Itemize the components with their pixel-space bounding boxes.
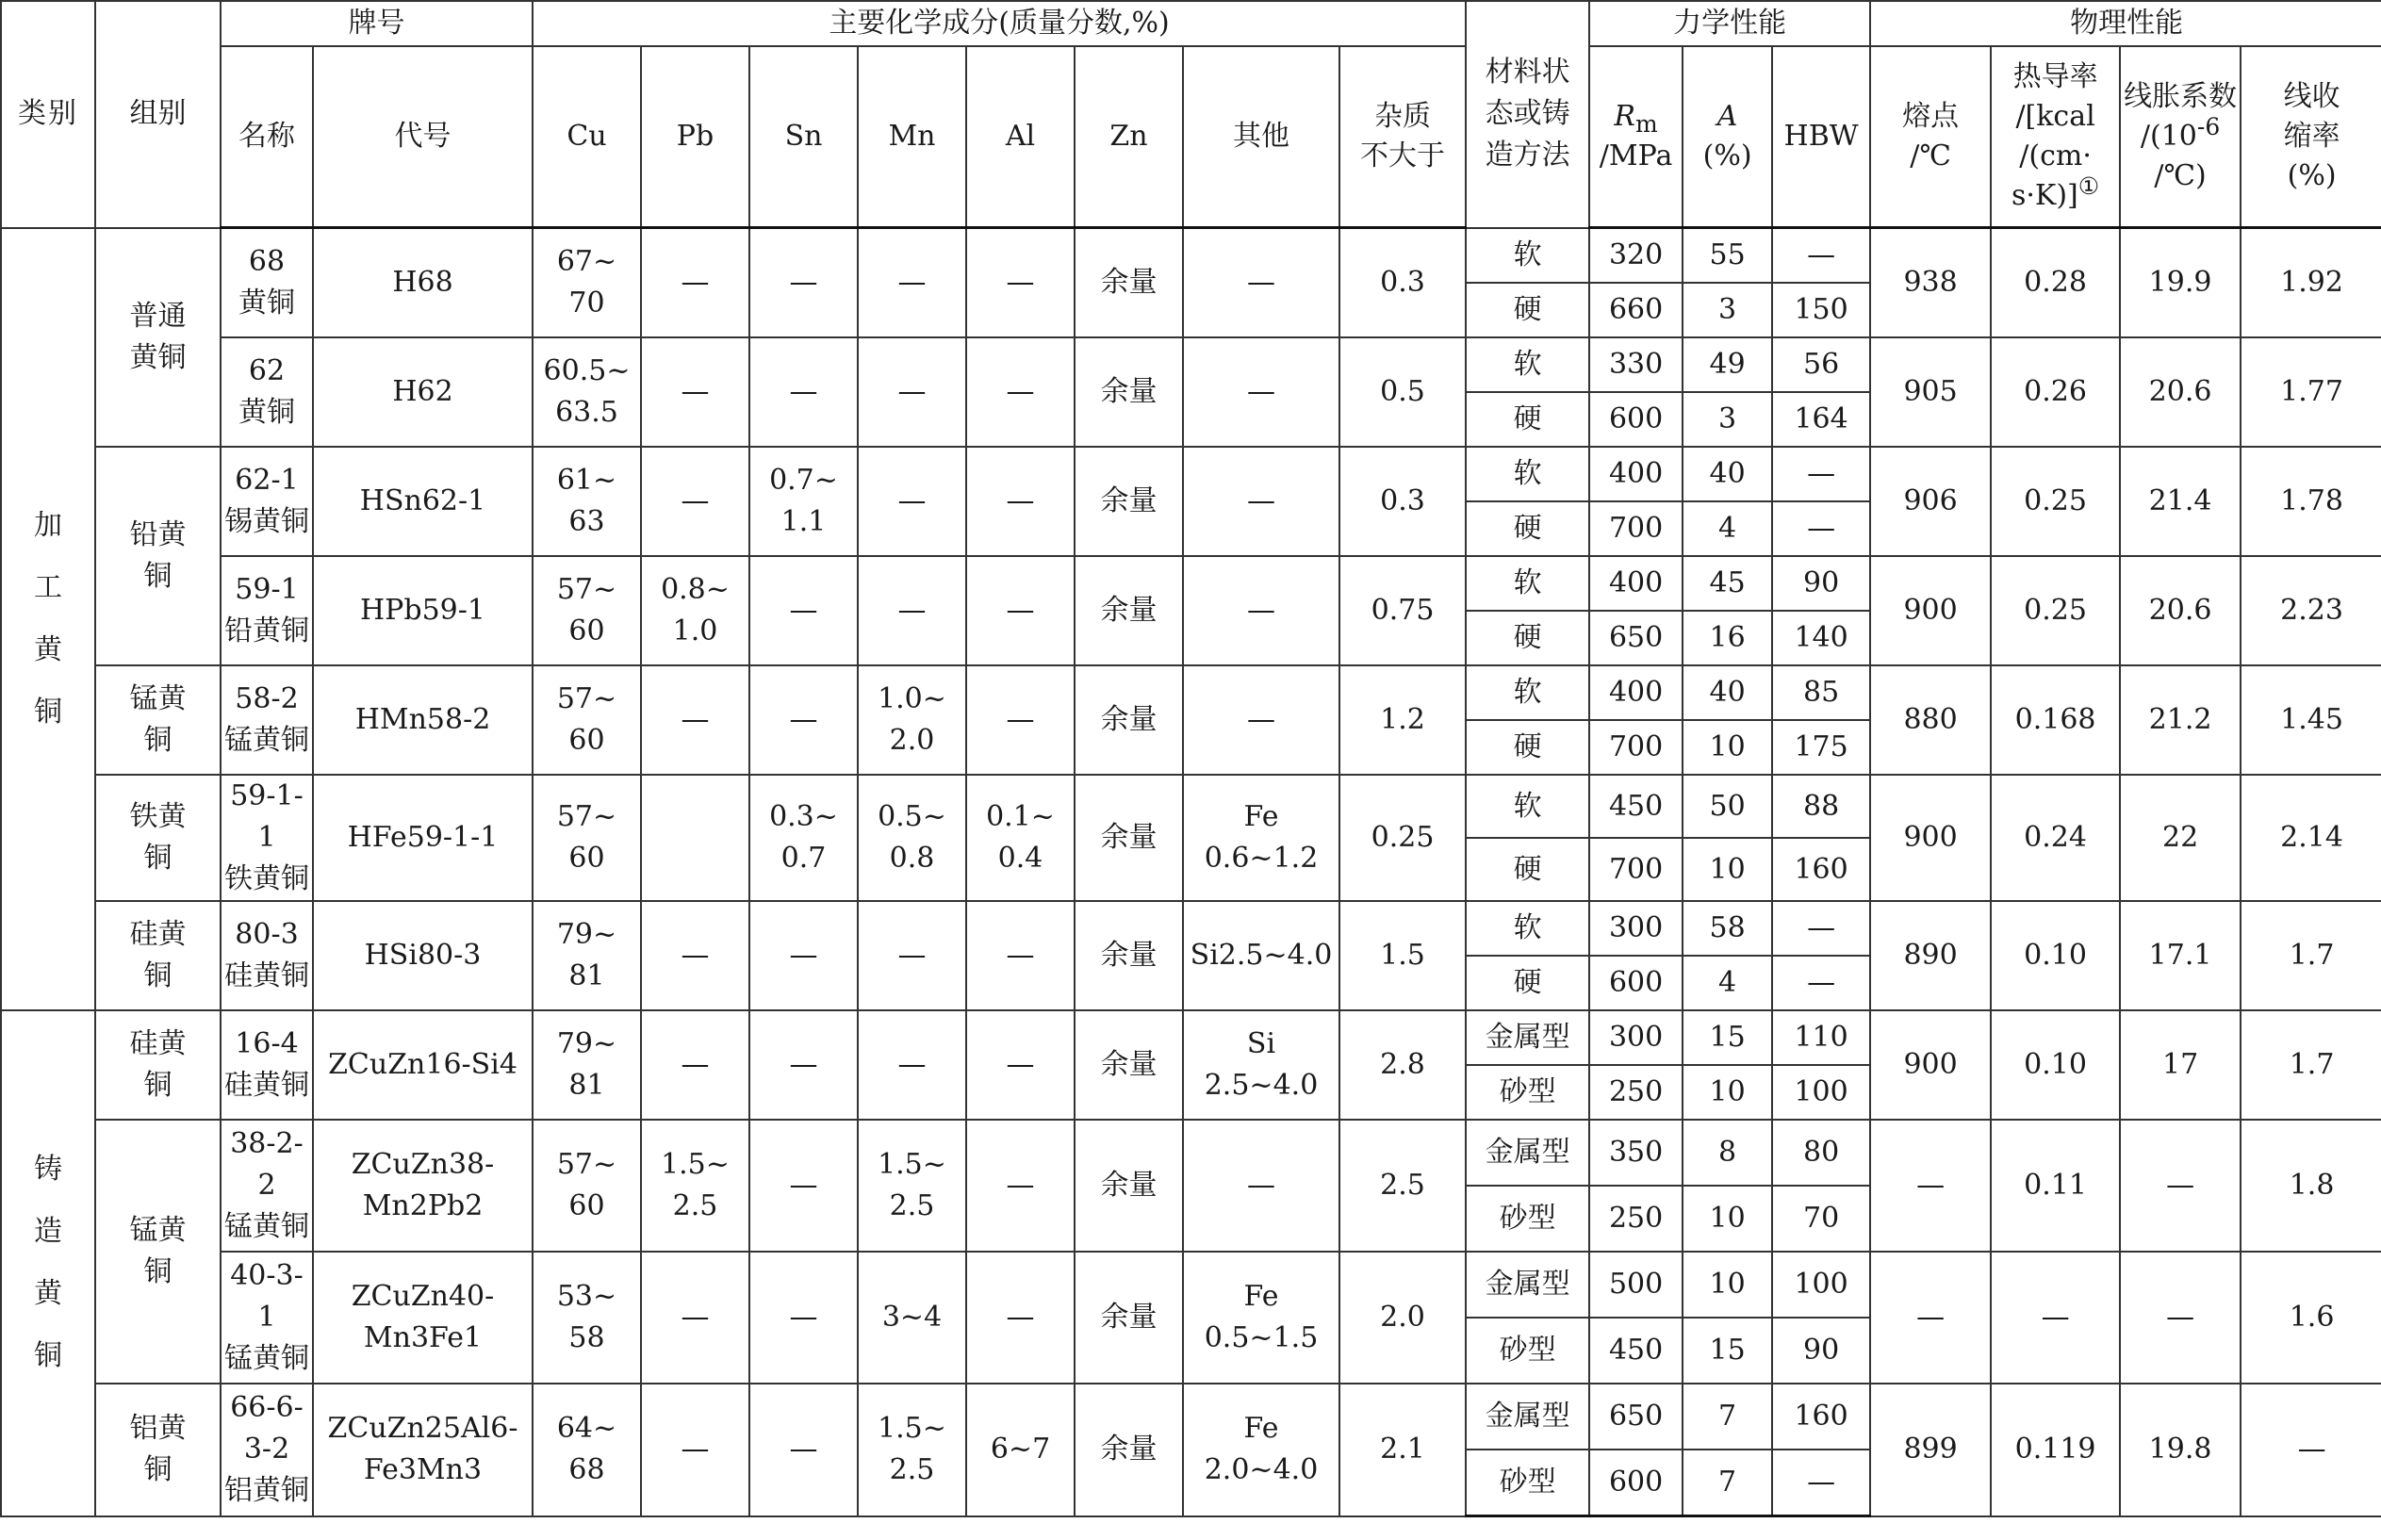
state-cell: 金属型 bbox=[1466, 1384, 1589, 1450]
a-value: 50 bbox=[1683, 775, 1772, 838]
hbw-value: 150 bbox=[1772, 283, 1870, 337]
a-value: 15 bbox=[1683, 1318, 1772, 1384]
a-value: 55 bbox=[1683, 228, 1772, 284]
hbw-value: — bbox=[1772, 447, 1870, 501]
hbw-value: 140 bbox=[1772, 611, 1870, 665]
group-cell: 普通 黄铜 bbox=[95, 228, 221, 448]
phys-shr: 1.7 bbox=[2241, 901, 2381, 1010]
group-cell: 锰黄 铜 bbox=[95, 665, 221, 775]
chem-pb: — bbox=[641, 447, 749, 556]
header-group: 组别 bbox=[95, 1, 221, 228]
hbw-value: 164 bbox=[1772, 392, 1870, 447]
chem-imp: 0.3 bbox=[1339, 447, 1466, 556]
chem-other: — bbox=[1183, 1120, 1339, 1252]
rm-value: 450 bbox=[1589, 1318, 1683, 1384]
chem-imp: 2.0 bbox=[1339, 1252, 1466, 1384]
header-mn: Mn bbox=[858, 46, 966, 228]
chem-pb: — bbox=[641, 1384, 749, 1516]
rm-value: 400 bbox=[1589, 665, 1683, 720]
rm-unit: /MPa bbox=[1599, 139, 1673, 172]
chem-al: — bbox=[966, 901, 1075, 1010]
chem-sn: 0.3~ 0.7 bbox=[749, 775, 858, 901]
chem-pb: — bbox=[641, 1252, 749, 1384]
phys-exp: 21.4 bbox=[2120, 447, 2241, 556]
chem-cu: 79~ 81 bbox=[533, 1010, 641, 1120]
chem-other: — bbox=[1183, 556, 1339, 665]
rm-value: 400 bbox=[1589, 447, 1683, 501]
phys-cond: 0.25 bbox=[1991, 556, 2120, 665]
chem-imp: 0.75 bbox=[1339, 556, 1466, 665]
phys-exp: 21.2 bbox=[2120, 665, 2241, 775]
chem-cu: 67~ 70 bbox=[533, 228, 641, 338]
hbw-value: 100 bbox=[1772, 1252, 1870, 1318]
chem-cu: 53~ 58 bbox=[533, 1252, 641, 1384]
phys-melt: 900 bbox=[1870, 556, 1991, 665]
header-other: 其他 bbox=[1183, 46, 1339, 228]
rm-symbol: R bbox=[1614, 100, 1636, 133]
chem-zn: 余量 bbox=[1075, 556, 1183, 665]
rm-value: 650 bbox=[1589, 1384, 1683, 1450]
state-cell: 软 bbox=[1466, 775, 1589, 838]
chem-pb: — bbox=[641, 337, 749, 447]
header-state: 材料状 态或铸 造方法 bbox=[1466, 1, 1589, 228]
header-code: 代号 bbox=[313, 46, 533, 228]
rm-value: 500 bbox=[1589, 1252, 1683, 1318]
phys-cond: — bbox=[1991, 1252, 2120, 1384]
expansion-exponent: -6 bbox=[2196, 113, 2221, 140]
phys-exp: 17.1 bbox=[2120, 901, 2241, 1010]
state-cell: 软 bbox=[1466, 337, 1589, 392]
header-a bbox=[1683, 46, 1772, 228]
hbw-value: 110 bbox=[1772, 1010, 1870, 1065]
group-cell: 铁黄 铜 bbox=[95, 775, 221, 901]
header-sn: Sn bbox=[749, 46, 858, 228]
group-cell: 铅黄 铜 bbox=[95, 447, 221, 665]
hbw-value: — bbox=[1772, 501, 1870, 556]
state-cell: 硬 bbox=[1466, 956, 1589, 1010]
grade-name: 40-3-1 锰黄铜 bbox=[221, 1252, 313, 1384]
header-shrinkage: 线收 缩率 (%) bbox=[2241, 46, 2381, 228]
phys-cond: 0.10 bbox=[1991, 1010, 2120, 1120]
chem-zn: 余量 bbox=[1075, 447, 1183, 556]
phys-shr: 2.14 bbox=[2241, 775, 2381, 901]
grade-name: 59-1 铅黄铜 bbox=[221, 556, 313, 665]
hbw-value: — bbox=[1772, 901, 1870, 956]
a-value: 40 bbox=[1683, 665, 1772, 720]
group-cell: 铝黄 铜 bbox=[95, 1384, 221, 1516]
grade-name: 80-3 硅黄铜 bbox=[221, 901, 313, 1010]
chem-other: Fe 2.0~4.0 bbox=[1183, 1384, 1339, 1516]
chem-imp: 2.5 bbox=[1339, 1120, 1466, 1252]
chem-pb: — bbox=[641, 228, 749, 338]
chem-imp: 1.5 bbox=[1339, 901, 1466, 1010]
header-grade: 牌号 bbox=[221, 1, 533, 46]
chem-sn: — bbox=[749, 1120, 858, 1252]
header-impurity: 杂质 不大于 bbox=[1339, 46, 1466, 228]
state-cell: 砂型 bbox=[1466, 1318, 1589, 1384]
table-row bbox=[1, 665, 2381, 720]
rm-value: 700 bbox=[1589, 501, 1683, 556]
header-cu: Cu bbox=[533, 46, 641, 228]
chem-cu: 60.5~ 63.5 bbox=[533, 337, 641, 447]
chem-other: Fe 0.5~1.5 bbox=[1183, 1252, 1339, 1384]
rm-value: 300 bbox=[1589, 1010, 1683, 1065]
table-row bbox=[1, 556, 2381, 611]
grade-name: 62 黄铜 bbox=[221, 337, 313, 447]
phys-shr: 2.23 bbox=[2241, 556, 2381, 665]
state-cell: 砂型 bbox=[1466, 1065, 1589, 1120]
phys-exp: 20.6 bbox=[2120, 556, 2241, 665]
chem-cu: 57~ 60 bbox=[533, 775, 641, 901]
category-cell: 加 工 黄 铜 bbox=[1, 228, 95, 1011]
rm-value: 320 bbox=[1589, 228, 1683, 284]
state-cell: 金属型 bbox=[1466, 1120, 1589, 1186]
state-cell: 软 bbox=[1466, 665, 1589, 720]
chem-pb: 1.5~ 2.5 bbox=[641, 1120, 749, 1252]
hbw-value: 85 bbox=[1772, 665, 1870, 720]
header-mech: 力学性能 bbox=[1589, 1, 1870, 46]
chem-other: Si2.5~4.0 bbox=[1183, 901, 1339, 1010]
grade-code: HFe59-1-1 bbox=[313, 775, 533, 901]
hbw-value: — bbox=[1772, 956, 1870, 1010]
a-value: 4 bbox=[1683, 956, 1772, 1010]
chem-al: — bbox=[966, 556, 1075, 665]
state-cell: 砂型 bbox=[1466, 1450, 1589, 1516]
rm-value: 600 bbox=[1589, 956, 1683, 1010]
hbw-value: 70 bbox=[1772, 1186, 1870, 1252]
header-category: 类别 bbox=[1, 1, 95, 228]
chem-sn: — bbox=[749, 901, 858, 1010]
rm-value: 300 bbox=[1589, 901, 1683, 956]
header-pb: Pb bbox=[641, 46, 749, 228]
phys-cond: 0.119 bbox=[1991, 1384, 2120, 1516]
chem-cu: 64~ 68 bbox=[533, 1384, 641, 1516]
phys-melt: 938 bbox=[1870, 228, 1991, 338]
chem-mn: — bbox=[858, 447, 966, 556]
rm-value: 250 bbox=[1589, 1186, 1683, 1252]
phys-cond: 0.28 bbox=[1991, 228, 2120, 338]
chem-zn: 余量 bbox=[1075, 901, 1183, 1010]
grade-code: H62 bbox=[313, 337, 533, 447]
rm-value: 700 bbox=[1589, 720, 1683, 775]
state-cell: 软 bbox=[1466, 556, 1589, 611]
chem-imp: 0.5 bbox=[1339, 337, 1466, 447]
chem-imp: 1.2 bbox=[1339, 665, 1466, 775]
state-cell: 硬 bbox=[1466, 392, 1589, 447]
header-phys: 物理性能 bbox=[1870, 1, 2381, 46]
table-row bbox=[1, 1252, 2381, 1318]
chem-pb: 0.8~ 1.0 bbox=[641, 556, 749, 665]
chem-other: Fe 0.6~1.2 bbox=[1183, 775, 1339, 901]
chem-sn: — bbox=[749, 1384, 858, 1516]
chem-al: — bbox=[966, 1252, 1075, 1384]
state-cell: 硬 bbox=[1466, 838, 1589, 901]
grade-code: HSn62-1 bbox=[313, 447, 533, 556]
chem-mn: — bbox=[858, 1010, 966, 1120]
chem-cu: 61~ 63 bbox=[533, 447, 641, 556]
table-row bbox=[1, 1010, 2381, 1065]
phys-melt: 905 bbox=[1870, 337, 1991, 447]
a-value: 3 bbox=[1683, 283, 1772, 337]
rm-subscript: m bbox=[1635, 110, 1658, 138]
header-expansion bbox=[2120, 46, 2241, 228]
chem-mn: — bbox=[858, 556, 966, 665]
grade-name: 16-4 硅黄铜 bbox=[221, 1010, 313, 1120]
chem-sn: — bbox=[749, 337, 858, 447]
phys-melt: 900 bbox=[1870, 775, 1991, 901]
header-rm bbox=[1589, 46, 1683, 228]
header-name: 名称 bbox=[221, 46, 313, 228]
table-row bbox=[1, 1384, 2381, 1450]
state-cell: 金属型 bbox=[1466, 1010, 1589, 1065]
grade-name: 38-2-2 锰黄铜 bbox=[221, 1120, 313, 1252]
rm-value: 650 bbox=[1589, 611, 1683, 665]
header-hbw: HBW bbox=[1772, 46, 1870, 228]
chem-sn: — bbox=[749, 1010, 858, 1120]
header-al: Al bbox=[966, 46, 1075, 228]
chem-al: — bbox=[966, 1120, 1075, 1252]
grade-code: ZCuZn40- Mn3Fe1 bbox=[313, 1252, 533, 1384]
chem-imp: 2.8 bbox=[1339, 1010, 1466, 1120]
phys-cond: 0.11 bbox=[1991, 1120, 2120, 1252]
rm-value: 660 bbox=[1589, 283, 1683, 337]
hbw-value: 100 bbox=[1772, 1065, 1870, 1120]
a-value: 10 bbox=[1683, 1252, 1772, 1318]
a-value: 49 bbox=[1683, 337, 1772, 392]
phys-cond: 0.26 bbox=[1991, 337, 2120, 447]
chem-al: — bbox=[966, 337, 1075, 447]
hbw-value: 90 bbox=[1772, 1318, 1870, 1384]
phys-exp: — bbox=[2120, 1120, 2241, 1252]
phys-melt: — bbox=[1870, 1120, 1991, 1252]
state-cell: 硬 bbox=[1466, 283, 1589, 337]
chem-al: — bbox=[966, 1010, 1075, 1120]
rm-value: 600 bbox=[1589, 392, 1683, 447]
state-cell: 软 bbox=[1466, 447, 1589, 501]
state-cell: 硬 bbox=[1466, 720, 1589, 775]
phys-shr: 1.6 bbox=[2241, 1252, 2381, 1384]
chem-al: 6~7 bbox=[966, 1384, 1075, 1516]
a-value: 10 bbox=[1683, 720, 1772, 775]
hbw-value: 160 bbox=[1772, 1384, 1870, 1450]
phys-shr: 1.8 bbox=[2241, 1120, 2381, 1252]
chem-zn: 余量 bbox=[1075, 665, 1183, 775]
grade-name: 62-1 锡黄铜 bbox=[221, 447, 313, 556]
table-row bbox=[1, 447, 2381, 501]
chem-pb: — bbox=[641, 665, 749, 775]
chem-al: — bbox=[966, 447, 1075, 556]
grade-name: 59-1-1 铁黄铜 bbox=[221, 775, 313, 901]
chem-zn: 余量 bbox=[1075, 1120, 1183, 1252]
hbw-value: 80 bbox=[1772, 1120, 1870, 1186]
grade-code: ZCuZn38- Mn2Pb2 bbox=[313, 1120, 533, 1252]
conductivity-label: 热导率 /[kcal /(cm· s·K)] bbox=[2011, 60, 2098, 212]
chem-mn: — bbox=[858, 228, 966, 338]
state-cell: 金属型 bbox=[1466, 1252, 1589, 1318]
phys-shr: 1.7 bbox=[2241, 1010, 2381, 1120]
chem-sn: — bbox=[749, 665, 858, 775]
phys-exp: 20.6 bbox=[2120, 337, 2241, 447]
chem-pb: — bbox=[641, 901, 749, 1010]
rm-value: 400 bbox=[1589, 556, 1683, 611]
chem-mn: 3~4 bbox=[858, 1252, 966, 1384]
phys-shr: 1.78 bbox=[2241, 447, 2381, 556]
chem-pb: — bbox=[641, 1010, 749, 1120]
grade-name: 58-2 锰黄铜 bbox=[221, 665, 313, 775]
chem-zn: 余量 bbox=[1075, 228, 1183, 338]
chem-cu: 57~ 60 bbox=[533, 556, 641, 665]
header-melt: 熔点 /℃ bbox=[1870, 46, 1991, 228]
group-cell: 硅黄 铜 bbox=[95, 1010, 221, 1120]
chem-al: — bbox=[966, 665, 1075, 775]
chem-imp: 0.25 bbox=[1339, 775, 1466, 901]
chem-zn: 余量 bbox=[1075, 337, 1183, 447]
grade-code: H68 bbox=[313, 228, 533, 338]
grade-code: ZCuZn16-Si4 bbox=[313, 1010, 533, 1120]
chem-al: — bbox=[966, 228, 1075, 338]
phys-exp: 17 bbox=[2120, 1010, 2241, 1120]
hbw-value: — bbox=[1772, 1450, 1870, 1516]
phys-shr: 1.92 bbox=[2241, 228, 2381, 338]
chem-sn: — bbox=[749, 556, 858, 665]
grade-name: 66-6- 3-2 铝黄铜 bbox=[221, 1384, 313, 1516]
phys-melt: — bbox=[1870, 1252, 1991, 1384]
phys-cond: 0.168 bbox=[1991, 665, 2120, 775]
a-value: 3 bbox=[1683, 392, 1772, 447]
phys-melt: 880 bbox=[1870, 665, 1991, 775]
phys-shr: — bbox=[2241, 1384, 2381, 1516]
a-value: 10 bbox=[1683, 1186, 1772, 1252]
chem-mn: 1.0~ 2.0 bbox=[858, 665, 966, 775]
a-unit: (%) bbox=[1702, 139, 1752, 172]
rm-value: 700 bbox=[1589, 838, 1683, 901]
a-value: 40 bbox=[1683, 447, 1772, 501]
chem-zn: 余量 bbox=[1075, 1252, 1183, 1384]
table-row bbox=[1, 337, 2381, 392]
grade-name: 68 黄铜 bbox=[221, 228, 313, 338]
table-row bbox=[1, 775, 2381, 838]
a-value: 10 bbox=[1683, 838, 1772, 901]
category-cell: 铸 造 黄 铜 bbox=[1, 1010, 95, 1516]
chem-cu: 57~ 60 bbox=[533, 1120, 641, 1252]
rm-value: 450 bbox=[1589, 775, 1683, 838]
footnote-marker: ① bbox=[2077, 172, 2100, 200]
rm-value: 350 bbox=[1589, 1120, 1683, 1186]
group-cell: 锰黄 铜 bbox=[95, 1120, 221, 1384]
chem-sn: — bbox=[749, 1252, 858, 1384]
chem-al: 0.1~ 0.4 bbox=[966, 775, 1075, 901]
hbw-value: — bbox=[1772, 228, 1870, 284]
hbw-value: 160 bbox=[1772, 838, 1870, 901]
phys-melt: 906 bbox=[1870, 447, 1991, 556]
group-cell: 硅黄 铜 bbox=[95, 901, 221, 1010]
phys-shr: 1.45 bbox=[2241, 665, 2381, 775]
table-row bbox=[1, 1120, 2381, 1186]
chem-cu: 79~ 81 bbox=[533, 901, 641, 1010]
table-row bbox=[1, 901, 2381, 956]
chem-mn: — bbox=[858, 337, 966, 447]
chem-imp: 2.1 bbox=[1339, 1384, 1466, 1516]
state-cell: 硬 bbox=[1466, 501, 1589, 556]
a-value: 45 bbox=[1683, 556, 1772, 611]
chem-other: Si 2.5~4.0 bbox=[1183, 1010, 1339, 1120]
hbw-value: 88 bbox=[1772, 775, 1870, 838]
chem-mn: — bbox=[858, 901, 966, 1010]
a-value: 7 bbox=[1683, 1384, 1772, 1450]
chem-pb bbox=[641, 775, 749, 901]
state-cell: 软 bbox=[1466, 901, 1589, 956]
chem-other: — bbox=[1183, 228, 1339, 338]
expansion-label: 线胀系数 /(10 bbox=[2124, 80, 2238, 153]
header-chem: 主要化学成分(质量分数,%) bbox=[533, 1, 1466, 46]
grade-code: HPb59-1 bbox=[313, 556, 533, 665]
hbw-value: 175 bbox=[1772, 720, 1870, 775]
state-cell: 砂型 bbox=[1466, 1186, 1589, 1252]
phys-exp: 22 bbox=[2120, 775, 2241, 901]
chem-zn: 余量 bbox=[1075, 775, 1183, 901]
chem-other: — bbox=[1183, 447, 1339, 556]
rm-value: 330 bbox=[1589, 337, 1683, 392]
a-symbol: A bbox=[1716, 100, 1738, 133]
rm-value: 600 bbox=[1589, 1450, 1683, 1516]
header-zn: Zn bbox=[1075, 46, 1183, 228]
chem-imp: 0.3 bbox=[1339, 228, 1466, 338]
chem-zn: 余量 bbox=[1075, 1010, 1183, 1120]
state-cell: 硬 bbox=[1466, 611, 1589, 665]
a-value: 4 bbox=[1683, 501, 1772, 556]
phys-cond: 0.10 bbox=[1991, 901, 2120, 1010]
grade-code: HSi80-3 bbox=[313, 901, 533, 1010]
a-value: 16 bbox=[1683, 611, 1772, 665]
chem-cu: 57~ 60 bbox=[533, 665, 641, 775]
chem-other: — bbox=[1183, 337, 1339, 447]
a-value: 7 bbox=[1683, 1450, 1772, 1516]
phys-exp: — bbox=[2120, 1252, 2241, 1384]
a-value: 58 bbox=[1683, 901, 1772, 956]
hbw-value: 90 bbox=[1772, 556, 1870, 611]
a-value: 10 bbox=[1683, 1065, 1772, 1120]
hbw-value: 56 bbox=[1772, 337, 1870, 392]
state-cell: 软 bbox=[1466, 228, 1589, 284]
phys-melt: 899 bbox=[1870, 1384, 1991, 1516]
chem-other: — bbox=[1183, 665, 1339, 775]
a-value: 8 bbox=[1683, 1120, 1772, 1186]
phys-cond: 0.25 bbox=[1991, 447, 2120, 556]
chem-mn: 0.5~ 0.8 bbox=[858, 775, 966, 901]
rm-value: 250 bbox=[1589, 1065, 1683, 1120]
chem-sn: 0.7~ 1.1 bbox=[749, 447, 858, 556]
grade-code: HMn58-2 bbox=[313, 665, 533, 775]
phys-cond: 0.24 bbox=[1991, 775, 2120, 901]
a-value: 15 bbox=[1683, 1010, 1772, 1065]
phys-exp: 19.9 bbox=[2120, 228, 2241, 338]
phys-melt: 890 bbox=[1870, 901, 1991, 1010]
chem-mn: 1.5~ 2.5 bbox=[858, 1120, 966, 1252]
grade-code: ZCuZn25Al6- Fe3Mn3 bbox=[313, 1384, 533, 1516]
chem-sn: — bbox=[749, 228, 858, 338]
chem-zn: 余量 bbox=[1075, 1384, 1183, 1516]
header-conductivity bbox=[1991, 46, 2120, 228]
expansion-unit: /℃) bbox=[2154, 159, 2207, 192]
chem-mn: 1.5~ 2.5 bbox=[858, 1384, 966, 1516]
phys-shr: 1.77 bbox=[2241, 337, 2381, 447]
phys-melt: 900 bbox=[1870, 1010, 1991, 1120]
table-row bbox=[1, 228, 2381, 284]
phys-exp: 19.8 bbox=[2120, 1384, 2241, 1516]
